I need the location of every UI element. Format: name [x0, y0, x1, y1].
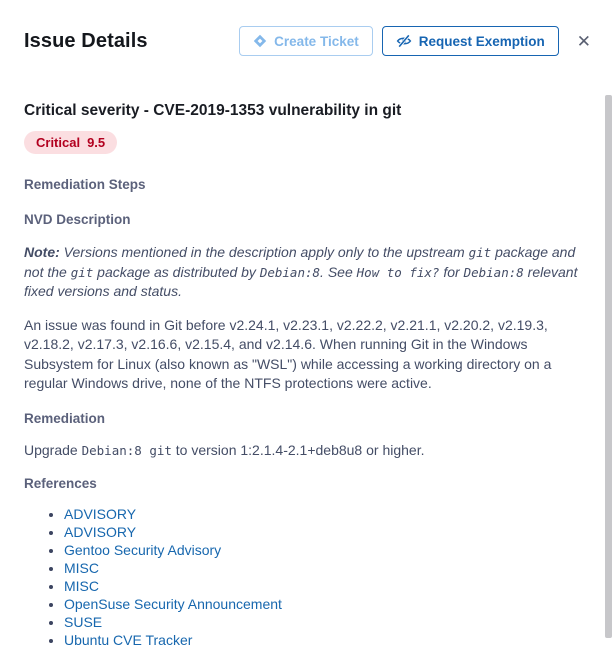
reference-link[interactable]: OpenSuse Security Announcement [64, 596, 282, 612]
severity-badge [24, 131, 117, 154]
reference-link[interactable]: ADVISORY [64, 506, 137, 522]
request-exemption-button[interactable] [382, 26, 559, 56]
reference-link[interactable]: Gentoo Security Advisory [64, 542, 222, 558]
reference-list-item [64, 505, 583, 523]
vertical-scrollbar[interactable] [604, 95, 613, 638]
issue-title: Critical severity - CVE-2019-1353 vulnerability in git [24, 102, 402, 119]
severity-label: Critical [36, 135, 81, 150]
create-ticket-label: Create Ticket [274, 33, 359, 49]
reference-list-item [64, 631, 583, 649]
remediation-heading: Remediation [24, 410, 106, 426]
reference-list-item [64, 595, 583, 613]
nvd-description-heading: NVD Description [24, 212, 131, 227]
reference-link[interactable]: SUSE [64, 614, 103, 630]
reference-link[interactable]: Ubuntu CVE Tracker [64, 632, 193, 648]
reference-link[interactable]: ADVISORY [64, 524, 137, 540]
reference-link[interactable]: MISC [64, 560, 99, 576]
create-ticket-button[interactable] [239, 26, 373, 56]
reference-list-item [64, 523, 583, 541]
remediation-steps-heading: Remediation Steps [24, 177, 146, 192]
panel-header [0, 4, 613, 56]
header-actions [239, 26, 597, 56]
scrollbar-thumb[interactable] [605, 95, 612, 638]
reference-list-item [64, 541, 583, 559]
severity-badge-row [24, 120, 583, 154]
reference-list-item [64, 613, 583, 631]
reference-list-item [64, 577, 583, 595]
issue-details-panel [0, 4, 613, 648]
issue-content [0, 102, 613, 649]
references-heading: References [24, 476, 97, 491]
remediation-upgrade-line: Upgrade Debian:8 git to version 1:2.1.4-2.1+deb8u8 or higher. [24, 441, 425, 458]
close-icon[interactable]: ✕ [571, 29, 597, 54]
reference-link[interactable]: MISC [64, 578, 99, 594]
reference-list-item [64, 559, 583, 577]
severity-score: 9.5 [87, 135, 106, 150]
eye-slash-icon [396, 33, 412, 49]
jira-diamond-icon [253, 34, 267, 48]
request-exemption-label: Request Exemption [418, 33, 545, 49]
references-list [24, 505, 583, 649]
nvd-note-paragraph: Note: Versions mentioned in the description apply only to the upstream git package and not the git package as distributed by Debian:8. See How to fix? for Debian:8 relevant fixed versions and status. [24, 244, 582, 299]
note-label: Note: [24, 244, 60, 260]
cve-description-paragraph: An issue was found in Git before v2.24.1, v2.23.1, v2.22.2, v2.21.1, v2.20.2, v2.19.3, v2.18.2, v2.17.3, v2.16.6, v2.15.4, and v2.14.6. When running Git in the Windows Subsystem for Linux (also known as "WSL") while accessing a working directory on a regular Windows drive, none of the NTFS protections were active. [24, 316, 556, 391]
page-title: Issue Details [24, 29, 148, 52]
